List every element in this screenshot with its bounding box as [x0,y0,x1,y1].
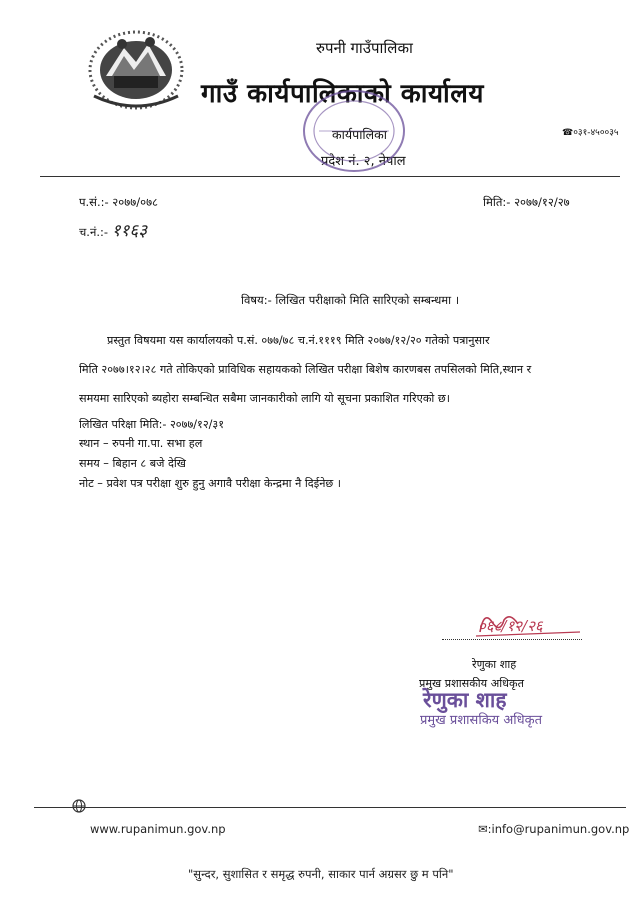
exam-date: लिखित परिक्षा मिति:- २०७७/१२/३१ [79,418,225,431]
nepal-emblem-logo [86,26,186,112]
exam-time: समय – बिहान ८ बजे देखि [79,457,186,470]
footer-divider [34,807,626,808]
office-stamp [299,86,409,176]
reference-cn-handwritten: ११६३ [111,221,148,241]
reference-cn [79,218,147,241]
exam-note: नोट – प्रवेश पत्र परीक्षा शुरु हुनु अगावै परीक्षा केन्द्रमा नै दिईनेछ । [79,477,342,490]
signature-line [442,639,582,640]
letter-body [79,326,619,413]
signatory-name: रेणुका शाह [472,658,517,671]
exam-place: स्थान – रुपनी गा.पा. सभा हल [79,437,203,450]
website-link[interactable]: www.rupanimun.gov.np [90,822,226,836]
letter-subject: विषय:- लिखित परीक्षाको मिति सारिएको सम्बन्धमा । [241,293,460,307]
name-stamp: रेणुका शाह [423,688,507,712]
signatory-title: प्रमुख प्रशासकीय अधिकृत [419,677,525,690]
email-link[interactable]: ✉:info@rupanimun.gov.np [478,822,630,836]
footer-motto: "सुन्दर, सुशासित र समृद्ध रुपनी, साकार पार्न अग्रसर छु म पनि" [188,867,454,881]
province-line: प्रदेश नं. २, नेपाल [321,154,406,169]
body-line: मिति २०७७।१२।२८ गते तोकिएको प्राविधिक सहायकको लिखित परीक्षा बिशेष कारणबस तपसिलको मिति,स्थान र [79,363,532,376]
body-line: समयमा सारिएको ब्यहोरा सम्बन्धित सबैमा जानकारीको लागि यो सूचना प्रकाशित गरिएको छ। [79,392,450,405]
header-divider [40,176,620,177]
signature-date: ०६८/१२/२६ [478,617,543,635]
municipality-name: रुपनी गाउँपालिका [316,39,413,57]
office-title: गाउँ कार्यपालिकाको कार्यालय [201,79,484,109]
reference-cn-label: च.नं.:- [79,225,109,239]
globe-icon [72,799,86,813]
letter-date: मिति:- २०७७/१२/२७ [483,195,570,209]
title-stamp: प्रमुख प्रशासकिय अधिकृत [420,713,543,728]
body-line: प्रस्तुत विषयमा यस कार्यालयको प.सं. ०७७/७८ च.नं.१११९ मिति २०७७/१२/२० गतेको पत्रानुसार [107,334,490,347]
reference-ps: प.सं.:- २०७७/०७८ [79,195,159,209]
office-address: कार्यपालिका [332,127,387,142]
phone-number: ☎०३१-४५००३५ [562,128,619,138]
